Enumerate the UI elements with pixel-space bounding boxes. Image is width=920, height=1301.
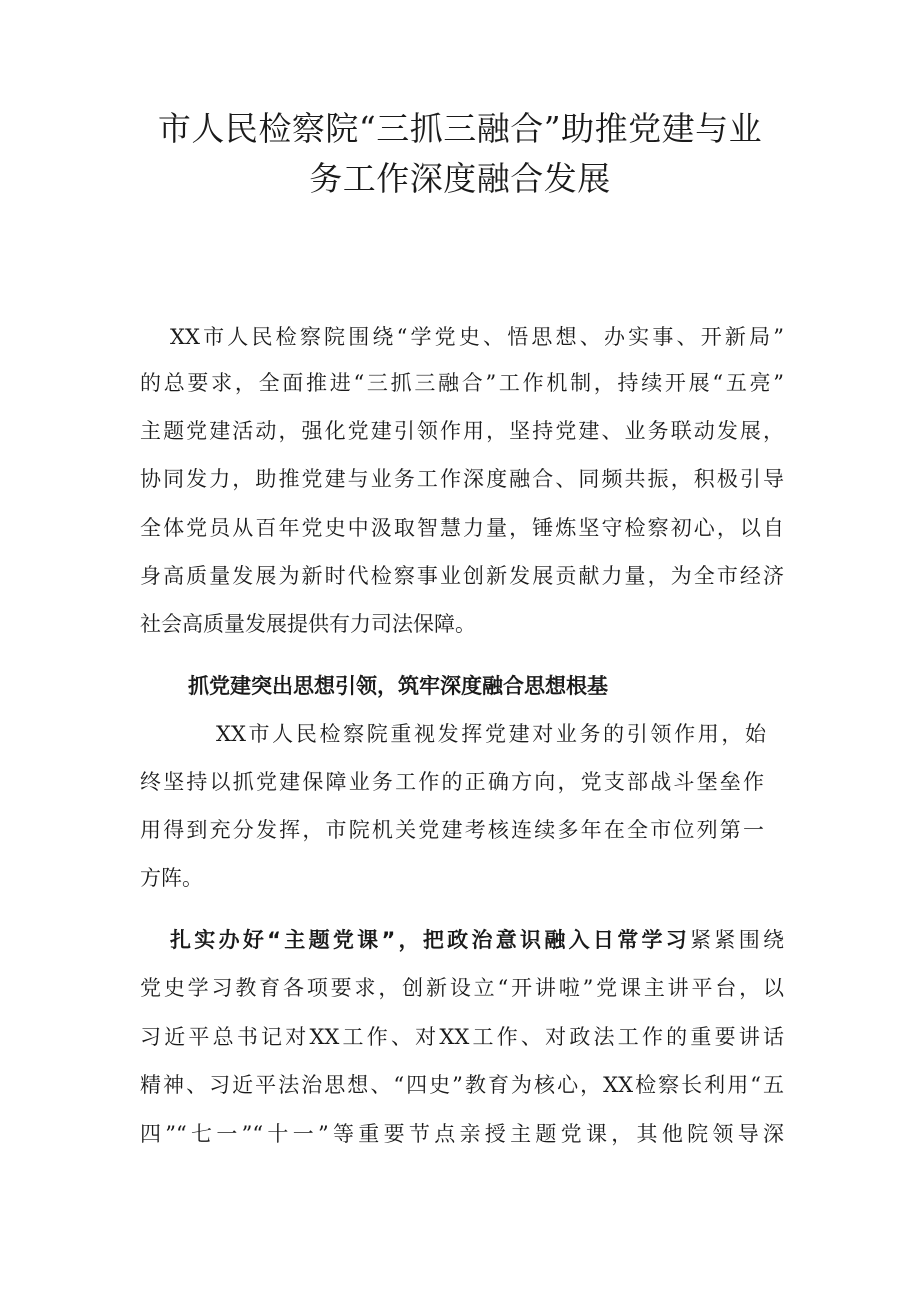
intro-paragraph-line: 的总要求，全面推进“三抓三融合”工作机制，持续开展“五亮”: [140, 371, 784, 395]
section-2-first-line-rest: 紧紧围绕: [690, 928, 784, 952]
intro-paragraph-line: 社会高质量发展提供有力司法保障。: [140, 612, 476, 636]
section-2-first-line: [170, 923, 784, 957]
intro-paragraph-line: 身高质量发展为新时代检察事业创新发展贡献力量，为全市经济: [140, 564, 784, 588]
section-2-line: 习近平总书记对XX工作、对XX工作、对政法工作的重要讲话: [140, 1025, 784, 1049]
section-2-line: 四”“七一”“十一”等重要节点亲授主题党课，其他院领导深: [140, 1122, 784, 1146]
section-heading-1: 抓党建突出思想引领，筑牢深度融合思想根基: [188, 674, 608, 698]
section-2-bold-lead: 扎实办好“主题党课”，把政治意识融入日常学习: [170, 928, 691, 952]
section-1-line: 终坚持以抓党建保障业务工作的正确方向，党支部战斗堡垒作: [140, 770, 764, 794]
intro-paragraph-line: 全体党员从百年党史中汲取智慧力量，锤炼坚守检察初心，以自: [140, 516, 784, 540]
section-1-line: XX市人民检察院重视发挥党建对业务的引领作用，始: [216, 722, 766, 746]
document-title-line-2: 务工作深度融合发展: [309, 159, 611, 198]
section-2-line: 精神、习近平法治思想、“四史”教育为核心，XX检察长利用“五: [140, 1073, 784, 1097]
section-1-line: 方阵。: [140, 866, 203, 890]
section-2-line: 党史学习教育各项要求，创新设立“开讲啦”党课主讲平台，以: [140, 976, 784, 1000]
intro-paragraph-line: XX市人民检察院围绕“学党史、悟思想、办实事、开新局”: [170, 325, 784, 349]
intro-paragraph-line: 协同发力，助推党建与业务工作深度融合、同频共振，积极引导: [140, 467, 784, 491]
intro-paragraph-line: 主题党建活动，强化党建引领作用，坚持党建、业务联动发展，: [140, 419, 784, 443]
section-1-line: 用得到充分发挥，市院机关党建考核连续多年在全市位列第一: [140, 818, 764, 842]
document-title-line-1: 市人民检察院“三抓三融合”助推党建与业: [157, 109, 763, 148]
